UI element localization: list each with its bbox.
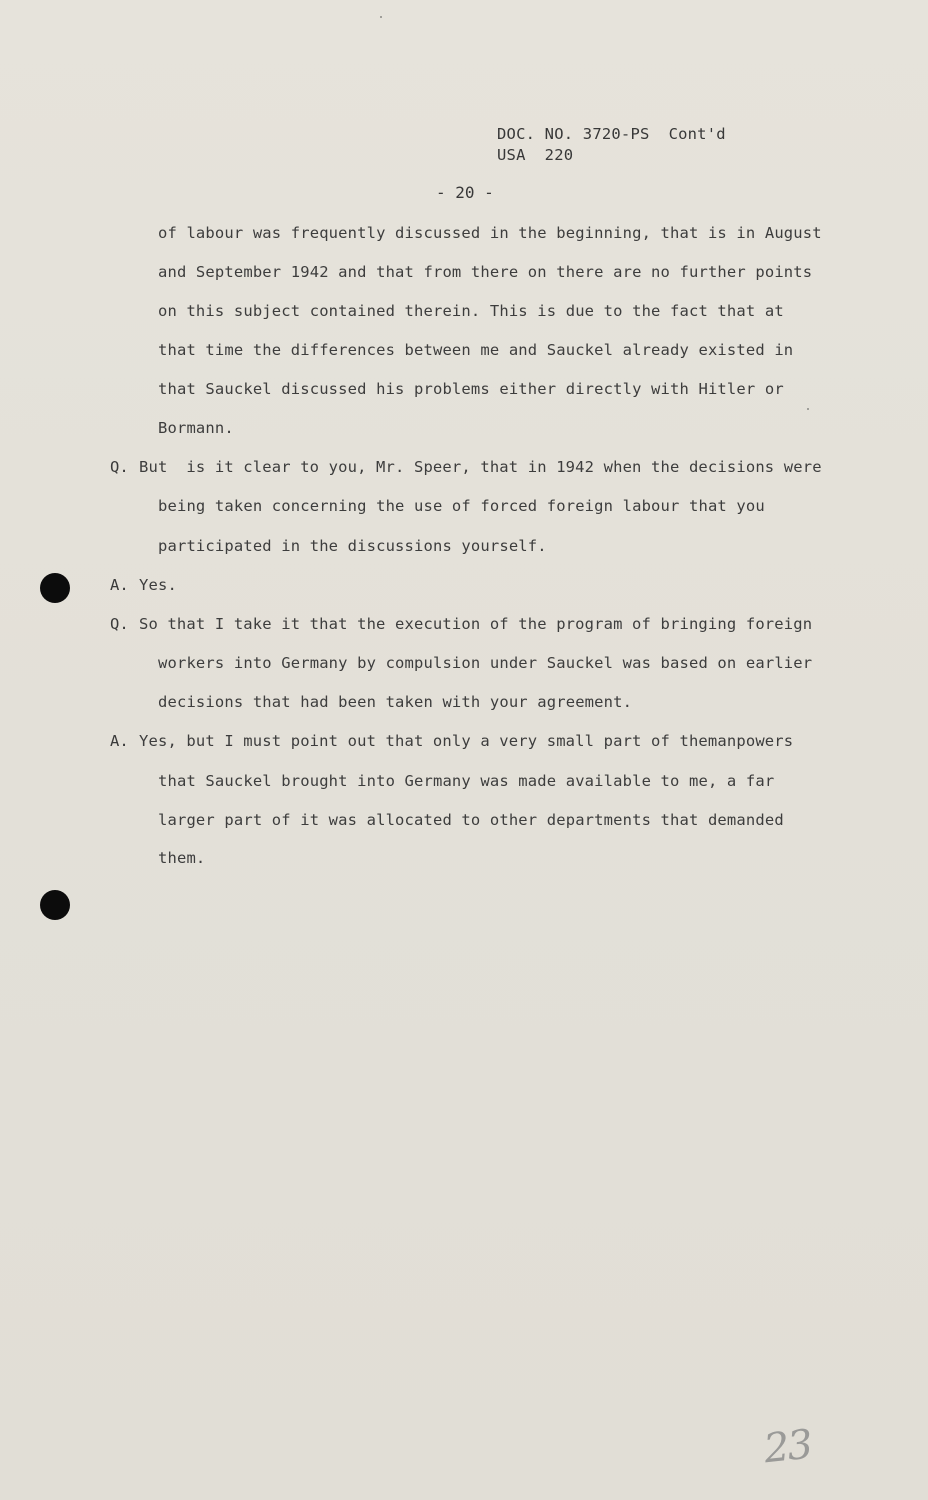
text-line: Yes.: [139, 576, 177, 594]
text-line: and September 1942 and that from there on there are no further points: [158, 263, 813, 281]
text-line: that Sauckel brought into Germany was made available to me, a far: [158, 772, 775, 790]
text-line: Bormann.: [158, 419, 234, 437]
text-line: that time the differences between me and Sauckel already existed in: [158, 341, 794, 359]
text-line: that Sauckel discussed his problems either directly with Hitler or: [158, 380, 784, 398]
text-line: So that I take it that the execution of the program of bringing foreign: [139, 615, 813, 633]
text-line: on this subject contained therein. This is due to the fact that at: [158, 302, 784, 320]
text-line: them.: [158, 849, 206, 867]
doc-number: DOC. NO. 3720-PS Cont'd: [497, 125, 726, 143]
answer-marker: A.: [110, 732, 129, 750]
paper-speck: [380, 16, 382, 18]
text-line: decisions that had been taken with your agreement.: [158, 693, 633, 711]
text-line: participated in the discussions yourself.: [158, 537, 547, 555]
text-line: But is it clear to you, Mr. Speer, that in 1942 when the decisions were: [139, 458, 822, 476]
text-line: being taken concerning the use of forced foreign labour that you: [158, 497, 765, 515]
question-marker: Q.: [110, 458, 129, 476]
punch-hole-top: [40, 573, 70, 603]
text-line: Yes, but I must point out that only a very small part of themanpowers: [139, 732, 794, 750]
handwritten-page-note: 23: [761, 1421, 814, 1473]
punch-hole-bottom: [40, 890, 70, 920]
usa-exhibit-number: USA 220: [497, 146, 574, 164]
paper-speck: [807, 408, 809, 410]
text-line: workers into Germany by compulsion under Sauckel was based on earlier: [158, 654, 813, 672]
document-header: [497, 124, 726, 166]
text-line: of labour was frequently discussed in the beginning, that is in August: [158, 224, 822, 242]
question-marker: Q.: [110, 615, 129, 633]
text-line: larger part of it was allocated to other departments that demanded: [158, 811, 784, 829]
page-number: - 20 -: [436, 183, 494, 202]
answer-marker: A.: [110, 576, 129, 594]
